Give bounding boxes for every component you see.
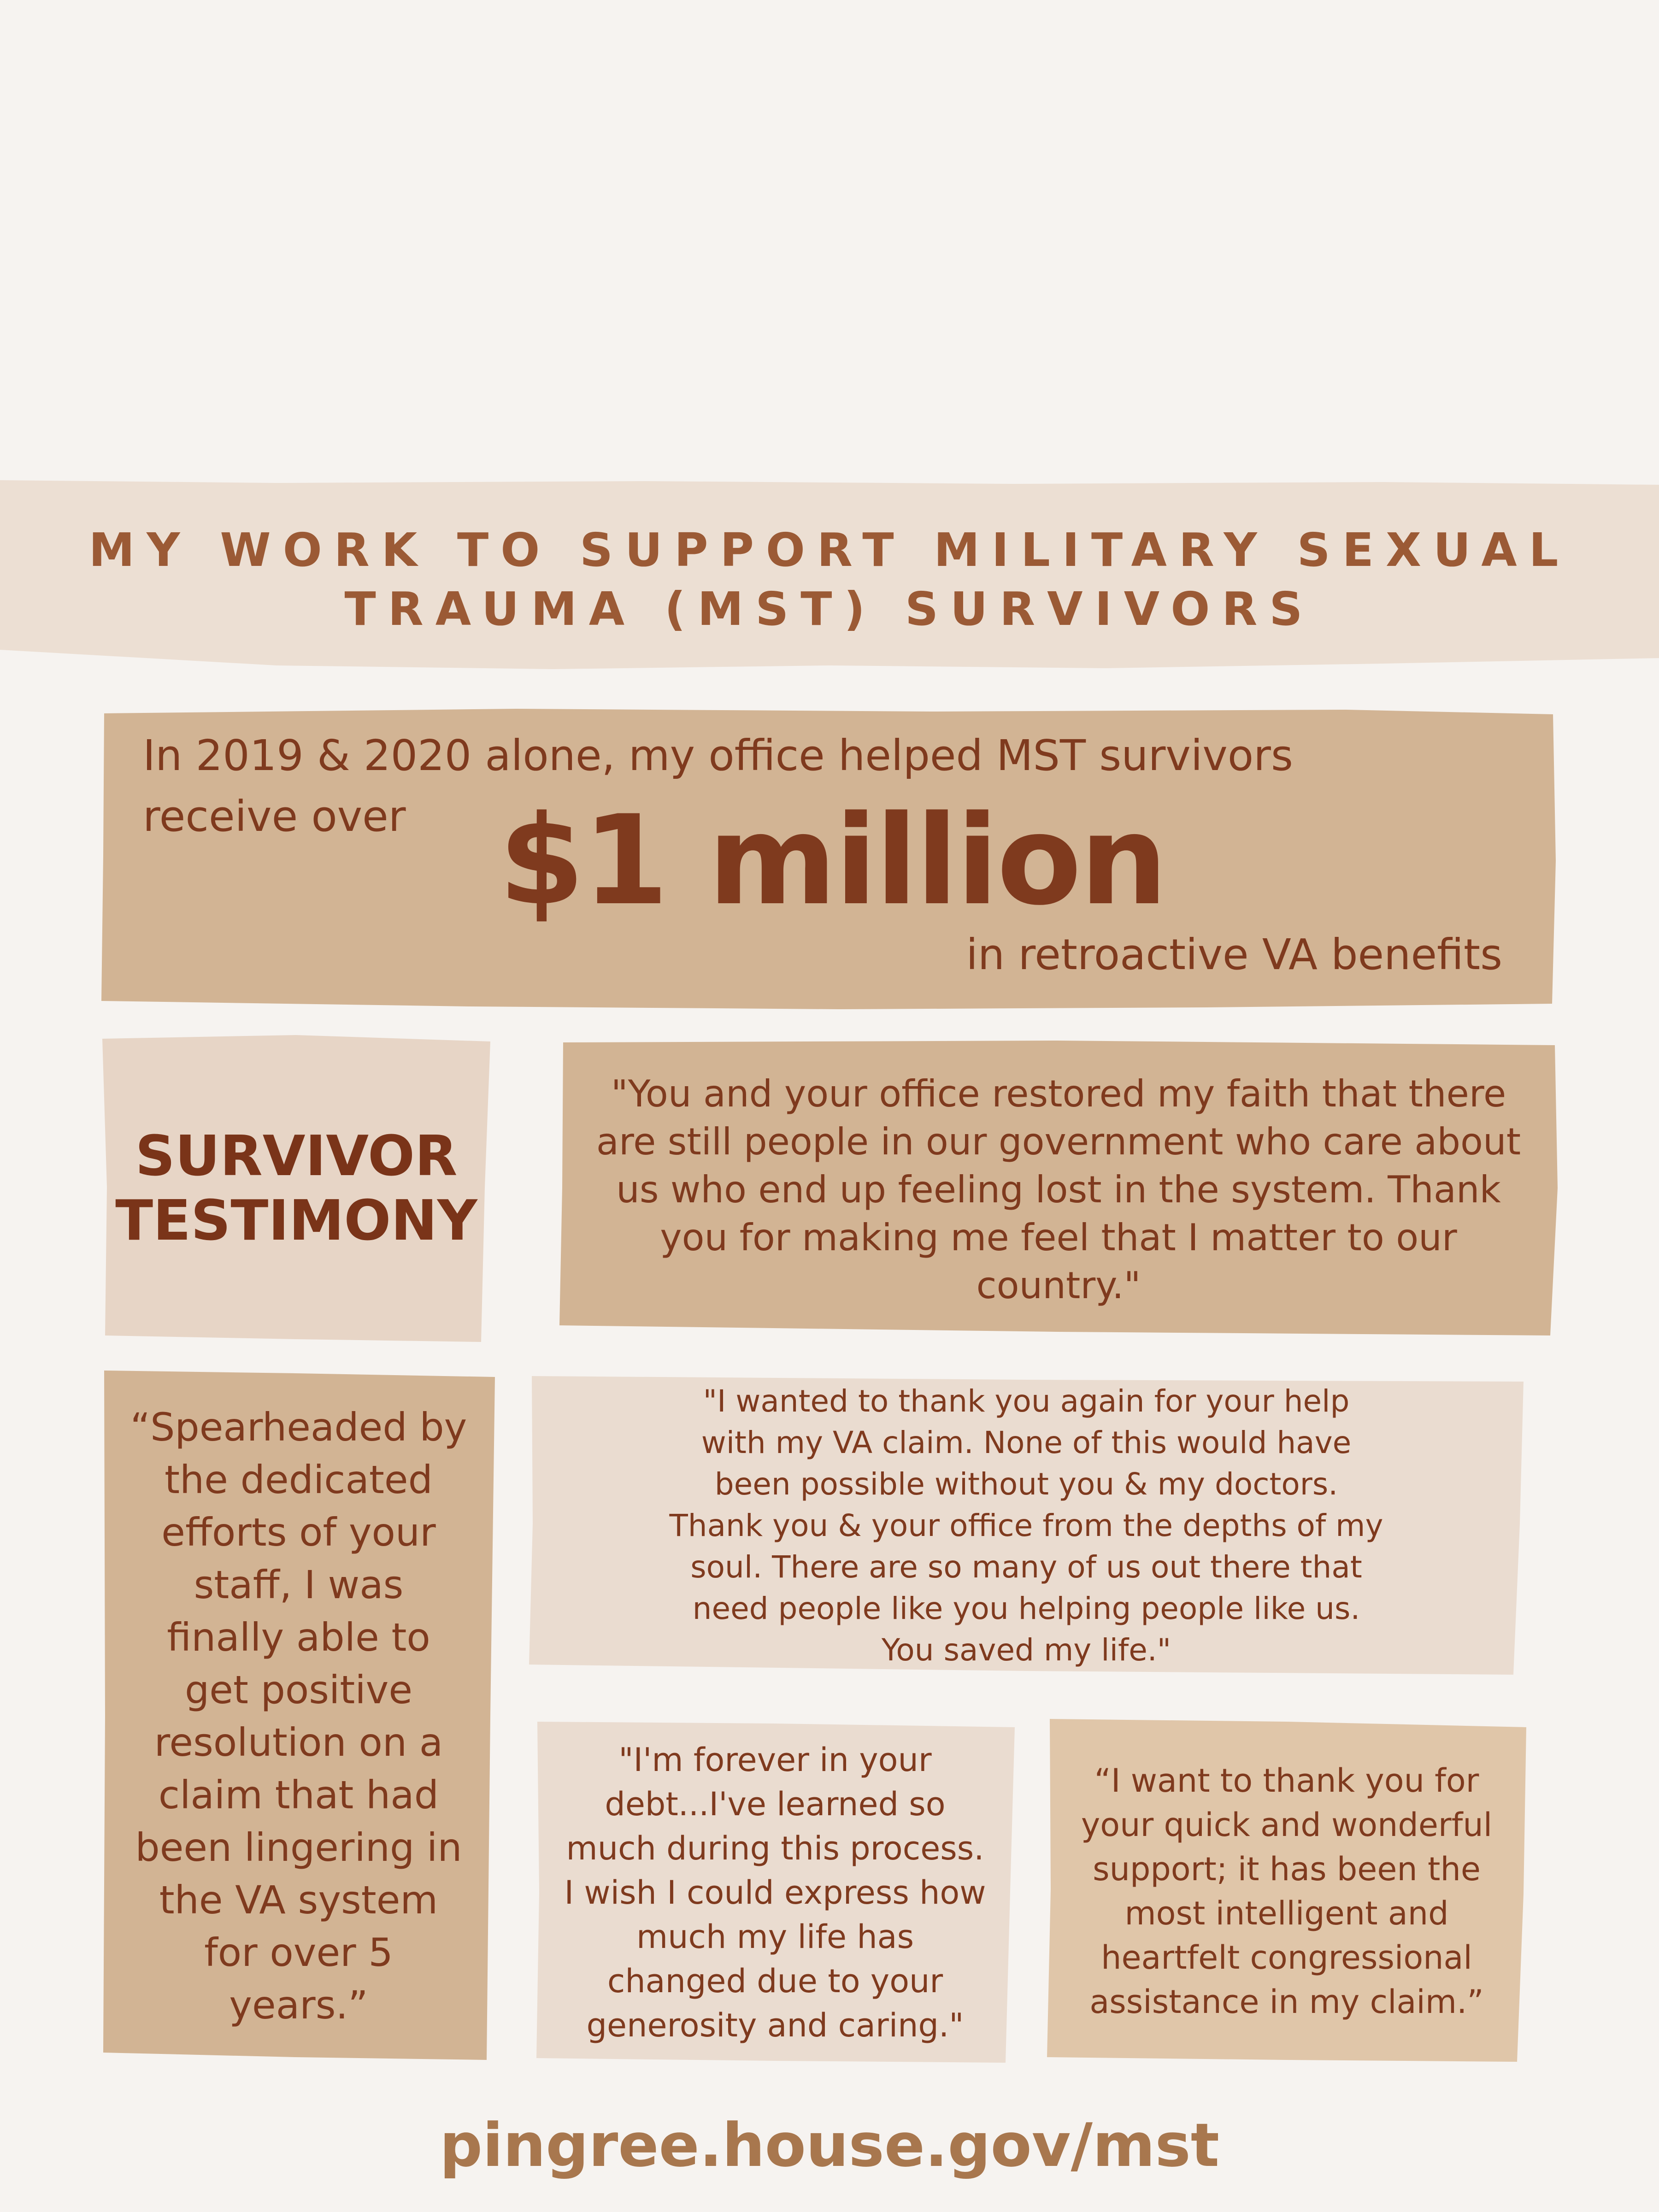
survivor-heading-line1: SURVIVOR	[135, 1124, 458, 1188]
page-title	[0, 521, 1659, 639]
quote-text-1: "You and your office restored my faith that there are still people in our government who care about us who end up feeling lost in the system. Thank you for making me feel that I matter to our country."	[596, 1072, 1521, 1307]
stat-receive-text: receive over	[143, 792, 406, 841]
quote-card-5	[1047, 1719, 1526, 2064]
page-title-line2: TRAUMA (MST) SURVIVORS	[344, 582, 1315, 636]
quote-text-3: "I wanted to thank you again for your help with my VA claim. None of this would have been possible without you & my doctors. Thank you & your office from the depths of my soul. There are so many of us out there that need people like you helping people like us. You saved my life."	[669, 1383, 1383, 1668]
quote-card-3	[529, 1376, 1524, 1676]
survivor-testimony-heading	[102, 1035, 490, 1343]
quote-text-4: "I'm forever in your debt...I've learned so much during this process. I wish I could express how much my life has changed due to your generosity and caring."	[564, 1741, 986, 2044]
stat-intro-text: In 2019 & 2020 alone, my office helped MST survivors	[143, 731, 1293, 780]
quote-card-1	[559, 1041, 1558, 1339]
survivor-testimony-card	[102, 1035, 490, 1343]
stat-amount: $1 million	[499, 789, 1166, 933]
footer-url-link[interactable]: pingree.house.gov/mst	[440, 2110, 1219, 2180]
page-title-line1: MY WORK TO SUPPORT MILITARY SEXUAL	[88, 523, 1571, 577]
quote-card-4	[535, 1722, 1015, 2064]
quote-text-2: “Spearheaded by the dedicated efforts of your staff, I was finally able to get positive resolution on a claim that had been lingering in the VA system for over 5 years.”	[130, 1405, 467, 2028]
title-band	[0, 480, 1659, 674]
survivor-heading-line2: TESTIMONY	[115, 1189, 477, 1253]
stat-panel	[101, 709, 1558, 1011]
quote-text-5: “I want to thank you for your quick and wonderful support; it has been the most intelligent and heartfelt congressional assistance in my claim.”	[1081, 1762, 1493, 2021]
stat-benefits-text: in retroactive VA benefits	[966, 930, 1502, 979]
quote-card-2	[102, 1371, 495, 2062]
